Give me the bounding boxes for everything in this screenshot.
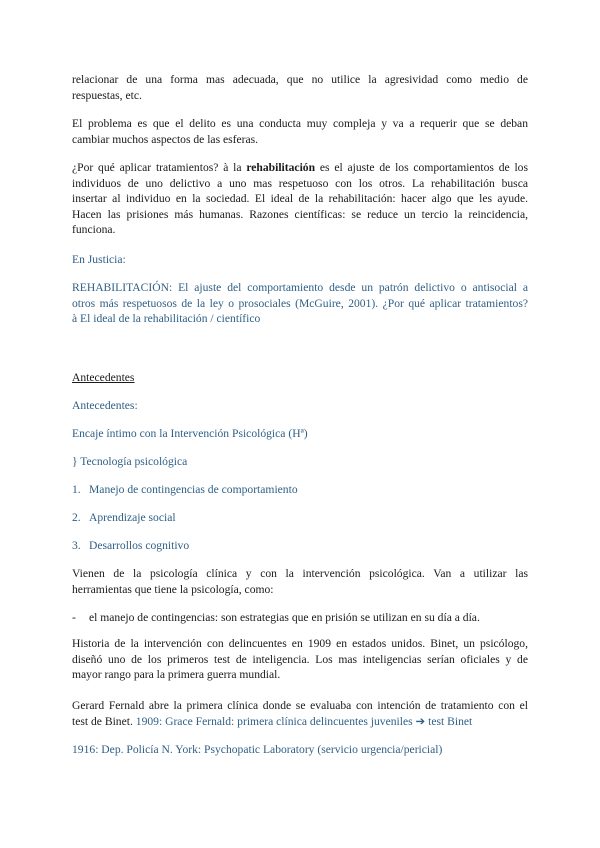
text-line: respuestas, etc. [72, 88, 142, 102]
list-number: 1. [72, 483, 81, 496]
bold-term: rehabilitación [246, 161, 316, 174]
paragraph-problema [72, 116, 528, 147]
text-line: otros más respetuosos de la ley o prosociales (McGuire, 2001). ¿Por qué aplicar tratamientos? [72, 296, 528, 310]
list-text: Desarrollos cognitivo [89, 539, 190, 552]
bullet-mark: - [72, 611, 76, 624]
text-line [72, 160, 528, 176]
paragraph-vienen [72, 566, 528, 597]
paragraph-gerard [72, 698, 528, 729]
text-line: à El ideal de la rehabilitación / científico [72, 312, 261, 326]
text-line: Historia de la intervención con delincuentes en 1909 en estados unidos. Binet, un psicólogo, [72, 637, 528, 650]
list-number: 3. [72, 539, 81, 552]
paragraph-1916: 1916: Dep. Policía N. York: Psychopatic Laboratory (servicio urgencia/pericial) [72, 743, 443, 756]
text-line: cambiar muchos aspectos de las esferas. [72, 132, 259, 146]
text-line: relacionar de una forma mas adecuada, que no utilice la agresividad como medio de [72, 73, 528, 86]
list-text: Aprendizaje social [89, 511, 176, 524]
list-text: Manejo de contingencias de comportamiento [89, 483, 298, 496]
paragraph-tratamientos [72, 160, 528, 238]
encaje-line: Encaje íntimo con la Intervención Psicológica (Hª) [72, 427, 308, 440]
text-line: funciona. [72, 223, 116, 237]
text-line: Gerard Fernald abre la primera clínica donde se evaluaba con intención de tratamiento con el [72, 699, 528, 712]
bullet-text: el manejo de contingencias: son estrategias que en prisión se utilizan en su día a día. [89, 611, 480, 624]
paragraph-rehabilitacion-definition [72, 280, 528, 327]
list-number: 2. [72, 511, 81, 524]
text-run: es el ajuste de los comportamientos de los [315, 161, 528, 174]
text-run: test de Binet. [72, 714, 136, 728]
text-line: REHABILITACIÓN: El ajuste del comportamiento desde un patrón delictivo o antisocial a [72, 281, 528, 294]
list-item [72, 482, 298, 498]
list-item [72, 538, 189, 554]
section-heading-antecedentes [72, 370, 528, 386]
en-justicia-label: En Justicia: [72, 253, 126, 266]
text-line [72, 714, 528, 730]
text-line: Vienen de la psicología clínica y con la intervención psicológica. Van a utilizar las [72, 567, 528, 580]
paragraph-historia [72, 636, 528, 683]
text-line: herramientas que tiene la psicología, como: [72, 582, 274, 596]
heading-text: Antecedentes [72, 371, 135, 384]
paragraph-intro-continued [72, 72, 528, 103]
text-line: El problema es que el delito es una conducta muy compleja y va a requerir que se deban [72, 117, 528, 130]
bullet-item [72, 610, 480, 626]
tecnologia-line: } Tecnología psicológica [72, 455, 188, 468]
text-run: ¿Por qué aplicar tratamientos? à la [72, 161, 247, 174]
highlight-run: 1909: Grace Fernald: primera clínica delincuentes juveniles ➔ test Binet [135, 714, 473, 728]
antecedentes-subheading: Antecedentes: [72, 399, 138, 412]
list-item [72, 510, 176, 526]
text-line: insertar al individuo en la sociedad. El ideal de la rehabilitación: hacer algo que les ayude. [72, 192, 528, 206]
text-line: mayor rango para la primera guerra mundial. [72, 668, 281, 682]
text-line: Hacen las prisiones más humanas. Razones científicas: se reduce un tercio la reincidencia, [72, 207, 528, 221]
text-line: individuos de uno delictivo a uno mas respetuoso con los otros. La rehabilitación busca [72, 176, 528, 190]
text-line: diseñó uno de los primeros test de inteligencia. Los mas inteligencias serían oficiales y de [72, 652, 528, 666]
